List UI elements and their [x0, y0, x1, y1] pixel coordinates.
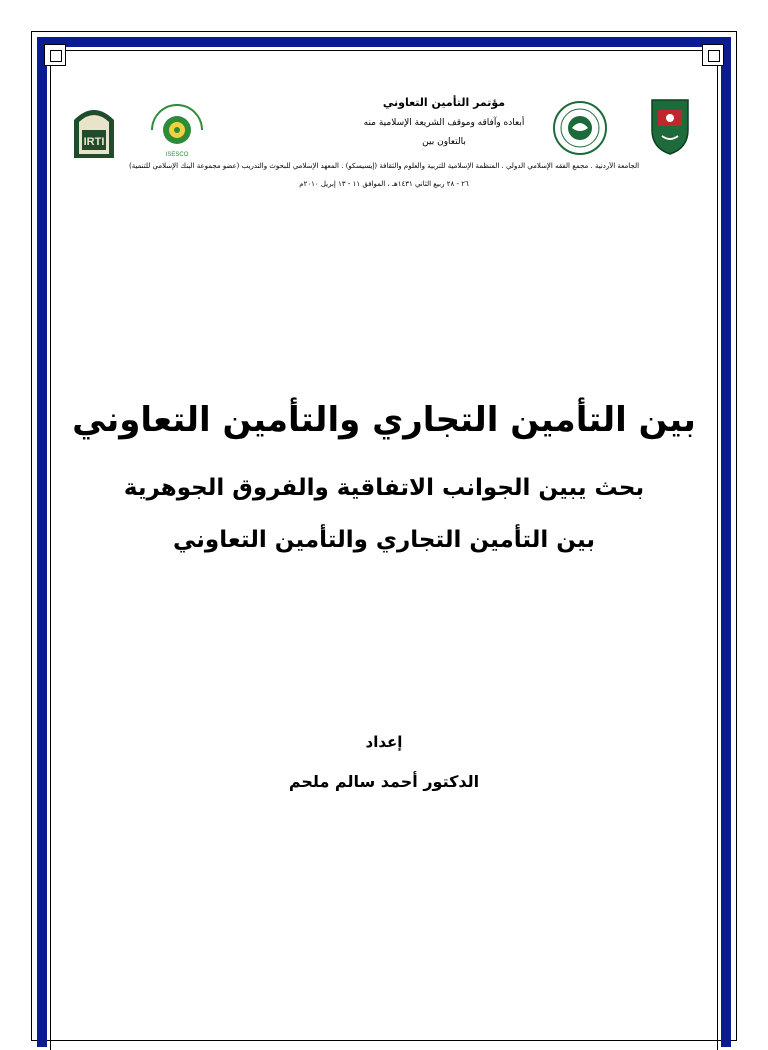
- isesco-logo: [142, 100, 212, 160]
- subtitle-line-2: بين التأمين التجاري والتأمين التعاوني: [173, 527, 595, 553]
- conference-subtitle: أبعاده وآفاقه وموقف الشريعة الإسلامية منه: [363, 118, 525, 128]
- cooperation-label: بالتعاون بين: [422, 137, 466, 147]
- frame-corner-top-right: [702, 44, 724, 66]
- prepared-by-label: إعداد: [365, 733, 403, 751]
- conference-header: [60, 90, 708, 200]
- isesco-logo-text: ISESCO: [165, 152, 189, 158]
- partners-line: الجامعة الأردنية . مجمع الفقه الإسلامي الدولي . المنظمة الإسلامية للتربية والعلوم والثقافة (إيسيسكو) . المعهد الإسلامي للبحوث والتدريب (عضو مجموعة البنك الإسلامي للتنمية): [128, 162, 640, 170]
- irti-logo-text: IRTI: [83, 136, 105, 148]
- main-title: بين التأمين التجاري والتأمين التعاوني: [72, 400, 696, 440]
- conference-dates: ٢٦ - ٢٨ ربيع الثاني ١٤٣١هـ ، الموافق ١١ - ١٣ إبريل ٢٠١٠م: [299, 180, 469, 188]
- subtitle-line-1: بحث يبين الجوانب الاتفاقية والفروق الجوهرية: [123, 475, 645, 501]
- frame-corner-top-left: [44, 44, 66, 66]
- irti-logo: [70, 104, 118, 160]
- fiqh-academy-seal: [550, 100, 610, 156]
- author-name: الدكتور أحمد سالم ملحم: [288, 772, 480, 791]
- conference-title: مؤتمر التأمين التعاوني: [382, 96, 506, 109]
- university-of-jordan-shield: [648, 96, 692, 156]
